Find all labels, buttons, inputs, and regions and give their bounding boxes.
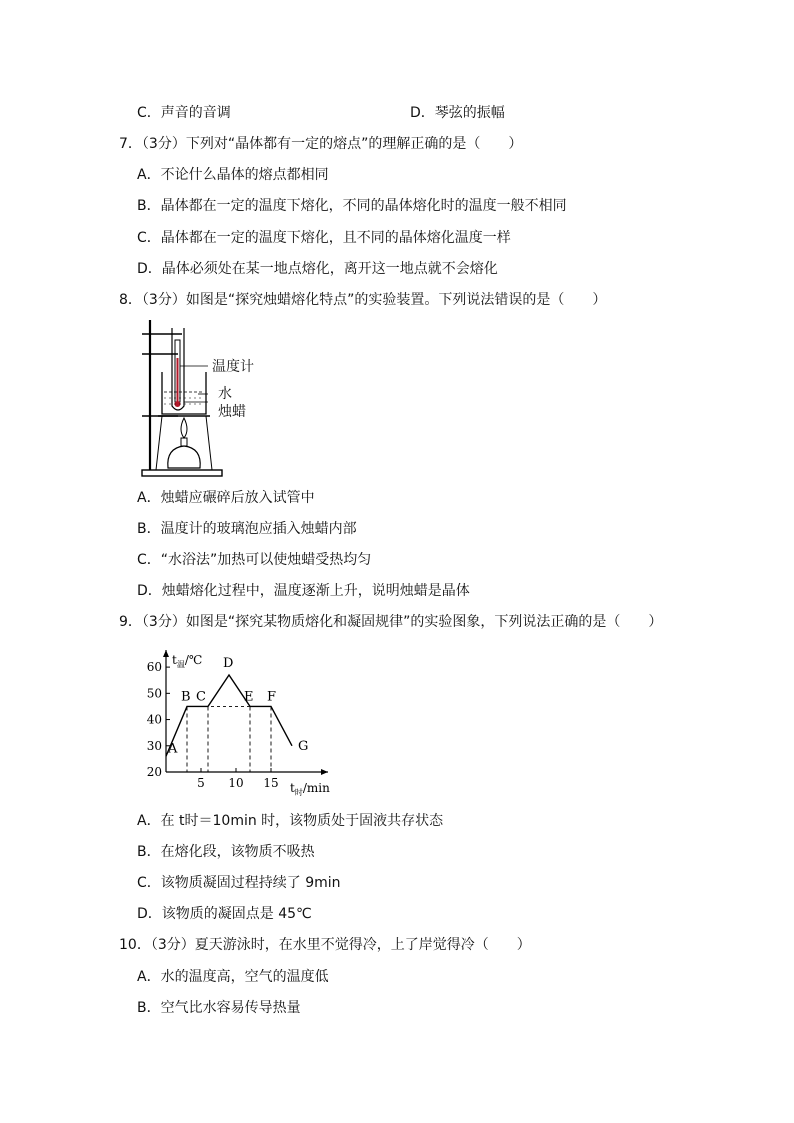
point-label-C: C — [196, 689, 206, 705]
y-tick-label: 60 — [146, 660, 162, 675]
label-water: 水 — [218, 386, 232, 402]
x-tick-label: 5 — [197, 776, 205, 790]
q9-option-a: A．在 t时＝10min 时，该物质处于固液共存状态 — [137, 813, 444, 829]
q7-stem — [119, 135, 522, 153]
y-axis-arrow — [163, 650, 169, 657]
tripod-leg-right — [206, 416, 212, 470]
y-tick-label: 50 — [146, 686, 162, 701]
flame — [181, 418, 187, 438]
q8-option-c: C．“水浴法”加热可以使烛蜡受热均匀 — [137, 552, 372, 568]
q7-option-a: A．不论什么晶体的熔点都相同 — [137, 167, 329, 183]
q9-option-b: B．在熔化段，该物质不吸热 — [137, 844, 315, 860]
q7-option-d: D．晶体必须处在某一地点熔化，离开这一地点就不会熔化 — [137, 261, 498, 277]
point-label-E: E — [244, 689, 254, 705]
q10-stem — [119, 936, 531, 954]
point-label-A: A — [168, 741, 178, 757]
q10-stem-end: ） — [516, 937, 531, 953]
y-tick-label: 40 — [146, 712, 162, 727]
x-tick-label: 15 — [263, 776, 279, 790]
q7-stem-end: ） — [508, 136, 523, 152]
q9-stem-end: ） — [648, 614, 663, 630]
point-label-D: D — [223, 655, 234, 671]
q9-stem-text: 9．（3分）如图是“探究某物质熔化和凝固规律”的实验图象，下列说法正确的是（ — [119, 614, 621, 630]
point-label-B: B — [181, 689, 191, 705]
q10-option-a: A．水的温度高，空气的温度低 — [137, 969, 329, 985]
point-label-G: G — [298, 738, 309, 754]
q7-option-b: B．晶体都在一定的温度下熔化，不同的晶体熔化时的温度一般不相同 — [137, 198, 567, 214]
q10-option-b: B．空气比水容易传导热量 — [137, 1000, 301, 1016]
point-label-F: F — [267, 689, 277, 705]
alcohol-lamp — [168, 446, 200, 468]
wax-melting-apparatus-figure — [138, 318, 268, 480]
x-axis-arrow — [321, 769, 328, 775]
q6-option-c: C．声音的音调 — [137, 105, 231, 121]
q9-option-d: D．该物质的凝固点是 45℃ — [137, 906, 312, 922]
q7-option-c: C．晶体都在一定的温度下熔化，且不同的晶体熔化温度一样 — [137, 230, 511, 246]
tripod-leg-left — [156, 416, 162, 470]
q10-stem-text: 10．（3分）夏天游泳时，在水里不觉得冷，上了岸觉得冷（ — [119, 937, 489, 953]
q8-stem-end: ） — [592, 292, 607, 308]
y-tick-label: 20 — [146, 765, 162, 779]
label-thermometer: 温度计 — [212, 359, 254, 375]
q9-stem — [119, 613, 662, 631]
q9-option-c: C．该物质凝固过程持续了 9min — [137, 875, 341, 891]
q8-stem — [119, 291, 606, 309]
temperature-curve — [166, 675, 292, 756]
q8-option-b: B．温度计的玻璃泡应插入烛蜡内部 — [137, 521, 357, 537]
x-axis-label: $t_时/\min$ — [290, 781, 330, 797]
label-wax: 烛蜡 — [218, 404, 246, 420]
q8-stem-text: 8．（3分）如图是“探究烛蜡熔化特点”的实验装置。下列说法错误的是（ — [119, 292, 565, 308]
temperature-time-chart — [138, 642, 348, 800]
q8-option-a: A．烛蜡应碾碎后放入试管中 — [137, 490, 315, 506]
stand-base — [142, 470, 222, 476]
q8-option-d: D．烛蜡熔化过程中，温度逐渐上升，说明烛蜡是晶体 — [137, 583, 470, 599]
q6-option-d: D．琴弦的振幅 — [410, 105, 505, 121]
y-tick-label: 30 — [146, 738, 162, 753]
y-axis-label: $t_温/℃$ — [172, 653, 203, 669]
lamp-wick — [181, 438, 187, 446]
q7-stem-text: 7．（3分）下列对“晶体都有一定的熔点”的理解正确的是（ — [119, 136, 481, 152]
x-tick-label: 10 — [228, 776, 244, 790]
